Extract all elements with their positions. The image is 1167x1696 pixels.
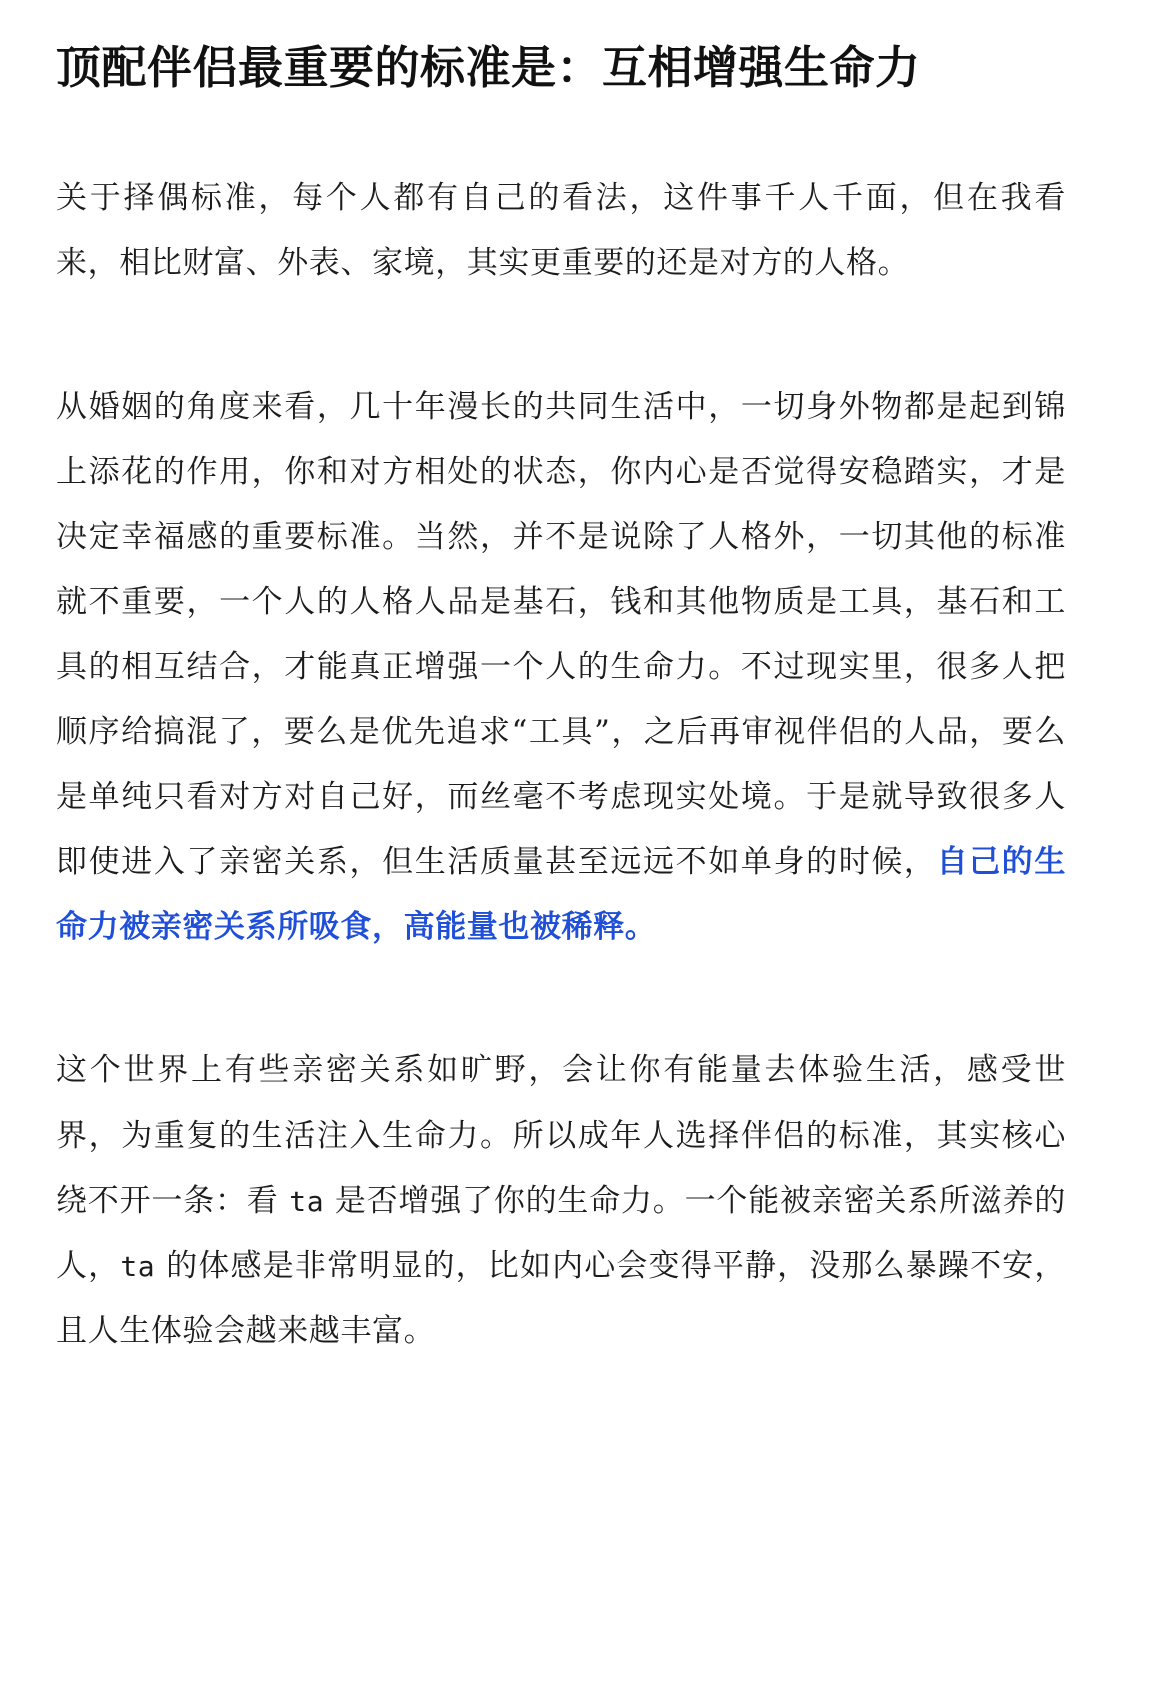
paragraph-3-text-part2: 是否增强了你的生命力。一个能被亲密关系所滋养的人， bbox=[56, 1182, 1066, 1284]
paragraph-1-text: 关于择偶标准，每个人都有自己的看法，这件事千人千面，但在我看来，相比财富、外表、家境，其实更重要的还是对方的人格。 bbox=[56, 180, 1066, 282]
paragraph-2 bbox=[56, 375, 1066, 961]
paragraph-3-text-part3: 的体感是非常明显的，比如内心会变得平静，没那么暴躁不安，且人生体验会越来越丰富。 bbox=[56, 1247, 1066, 1349]
highlighted-sentence: 自己的生命力被亲密关系所吸食，高能量也被稀释。 bbox=[56, 844, 1067, 946]
term-ta-second: ta bbox=[120, 1249, 156, 1283]
term-ta-first: ta bbox=[289, 1184, 325, 1218]
paragraph-3-text-part1: 这个世界上有些亲密关系如旷野，会让你有能量去体验生活，感受世界，为重复的生活注入生命力。所以成年人选择伴侣的标准，其实核心绕不开一条：看 bbox=[56, 1052, 1066, 1219]
article-body bbox=[56, 166, 1107, 1364]
paragraph-1 bbox=[56, 166, 1066, 296]
paragraph-3 bbox=[56, 1038, 1066, 1363]
page-title: 顶配伴侣最重要的标准是：互相增强生命力 bbox=[56, 41, 921, 94]
paragraph-2-text: 从婚姻的角度来看，几十年漫长的共同生活中，一切身外物都是起到锦上添花的作用，你和对方相处的状态，你内心是否觉得安稳踏实，才是决定幸福感的重要标准。当然，并不是说除了人格外，一切其他的标准就不重要，一个人的人格人品是基石，钱和其他物质是工具，基石和工具的相互结合，才能真正增强一个人的生命力。不过现实里，很多人把顺序给搞混了，要么是优先追求“工具”，之后再审视伴侣的人品，要么是单纯只看对方对自己好，而丝毫不考虑现实处境。于是就导致很多人即使进入了亲密关系，但生活质量甚至远远不如单身的时候， bbox=[56, 388, 1066, 881]
